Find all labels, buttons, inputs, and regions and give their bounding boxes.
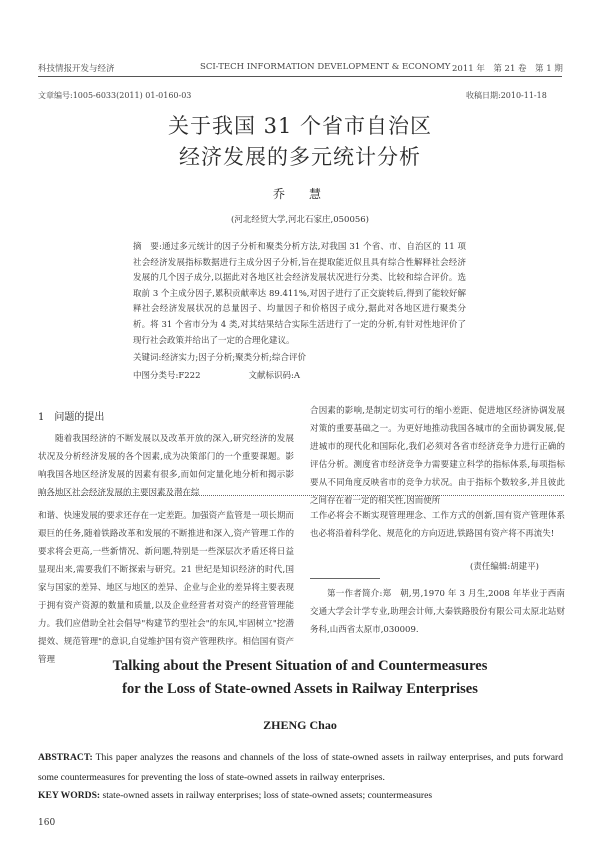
classification-line: [133, 369, 300, 381]
body-left-column-top: [38, 430, 294, 502]
section-heading: 1 问题的提出: [38, 412, 105, 423]
article-number: 文章编号:1005-6033(2011) 01-0160-03: [38, 91, 192, 100]
received-date: 收稿日期:2010-11-18: [466, 91, 547, 100]
english-keywords: [38, 790, 563, 801]
page-number: 160: [38, 818, 56, 828]
author-name: 乔 慧: [272, 187, 327, 201]
running-header-issue: 2011 年 第 21 卷 第 1 期: [452, 64, 563, 74]
dotted-separator: [38, 495, 564, 496]
running-header-journal: 科技情报开发与经济: [38, 64, 115, 74]
english-title-line-2: for the Loss of State-owned Assets in Railway Enterprises: [122, 681, 478, 697]
chinese-abstract: 摘 要:通过多元统计的因子分析和聚类分析方法,对我国 31 个省、市、自治区的 11 项社会经济发展指标数据进行主成分因子分析,旨在提取能近似且具有综合性解释社会经济发展的几个因子成分,以据此对各地区社会经济发展状况进行分类、比较和综合评价。选取前 3 个主成分因子,累积贡献率达 89.411%,对因子进行了正交旋转后,得到了能较好解释社会经济发展状况的总量因子、均量因子和价格因子成分,据此对各地区进行聚类分析。将 31 个省市分为 4 类,对其结果结合实际生活进行了一定的分析,有针对性地评价了现行社会政策并给出了一定的合理化建议。: [133, 242, 466, 346]
english-abstract-text: This paper analyzes the reasons and channels of the loss of state-owned assets in railway enterprises, and puts forward some countermeasures for preventing the loss of state-owned assets in railway enterprises.: [38, 752, 563, 783]
body-left-column-bottom: [38, 507, 294, 669]
body-paragraph: 合因素的影响,是制定切实可行的缩小差距、促进地区经济协调发展对策的重要基础之一。为更好地推动我国各城市的全面协调发展,促进城市的现代化和国际化,我们必须对各省市经济竞争力进行正确的评估分析。测度省市经济竞争力需要建立科学的指标体系,每项指标要从不同角度反映省市的竞争力状况。由于指标个数较多,并且彼此之间存在着一定的相关性,因而使所: [310, 406, 565, 506]
author-bio: 第一作者简介:郑 朝,男,1970 年 3 月生,2008 年毕业于西南交通大学会计学专业,助理会计师,大秦铁路股份有限公司太原北站财务科,山西省太原市,030009.: [310, 589, 565, 635]
body-paragraph: 工作必将会不断实现管理理念、工作方式的创新,国有资产管理体系也必将沿着科学化、规范化的方向迈进,铁路国有资产将不再流失!: [310, 511, 565, 539]
body-right-column-top: [310, 402, 565, 510]
body-paragraph: 随着我国经济的不断发展以及改革开放的深入,研究经济的发展状况及分析经济发展的各个因素,成为决策部门的一个重要课题。影响我国各地区经济发展的因素有很多,而如何定量化地分析和揭示影响各地区社会经济发展的主要因素及潜在综: [38, 434, 294, 498]
header-rule: [38, 76, 562, 77]
english-keywords-label: KEY WORDS:: [38, 790, 101, 801]
title-line-2: 经济发展的多元统计分析: [179, 145, 421, 169]
body-paragraph: 和谐、快速发展的要求还存在一定差距。加强资产监管是一项长期而艰巨的任务,随着铁路改革和发展的不断推进和深入,资产管理工作的要求将会更高,一些新情况、新问题,特别是一些深层次矛盾还将日益显现出来,需要我们不断探索与研究。21 世纪是知识经济的时代,国家与国家的差异、地区与地区的差异、企业与企业的差异将主要表现于拥有资产资源的数量和质量,以及企业经营者对资产的经营管理能力。我们应借助全社会倡导"构建节约型社会"的东风,牢固树立"挖潜提效、规范管理"的意识,自觉维护国有资产管理秩序。相信国有资产管理: [38, 511, 294, 665]
english-abstract-label: ABSTRACT:: [38, 752, 93, 763]
title-line-1: 关于我国 31 个省市自治区: [167, 114, 433, 138]
body-right-column-bottom: [310, 507, 565, 543]
english-author: ZHENG Chao: [263, 718, 337, 732]
footnote-rule: [310, 578, 380, 579]
running-header-english: SCI-TECH INFORMATION DEVELOPMENT & ECONOMY: [200, 62, 451, 72]
chinese-keywords: 关键词:经济实力;因子分析;聚类分析;综合评价: [133, 353, 306, 363]
english-keywords-text: state-owned assets in railway enterprises; loss of state-owned assets; countermeasures: [100, 790, 433, 801]
author-affiliation: (河北经贸大学,河北石家庄,050056): [231, 215, 369, 225]
clc-number: 中图分类号:F222: [133, 371, 201, 381]
document-code: 文献标识码:A: [248, 371, 301, 381]
responsible-editor: (责任编辑:胡建平): [470, 562, 539, 572]
english-abstract: [38, 748, 563, 788]
english-title-line-1: Talking about the Present Situation of and Countermeasures: [112, 658, 488, 674]
